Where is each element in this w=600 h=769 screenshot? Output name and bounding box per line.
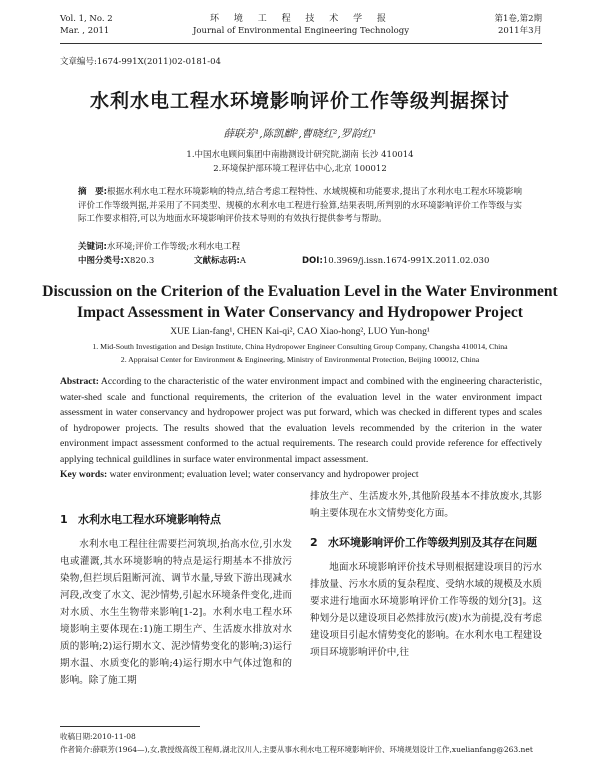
keywords-en-label: Key words:	[60, 469, 108, 480]
author-info: 作者简介:薛联芳(1964—),女,教授级高级工程师,湖北汉川人,主要从事水利水电工程环境影响评价、环境规划设计工作,xuelianfang@263.net	[60, 745, 533, 754]
abstract-cn	[78, 186, 522, 227]
footnote-divider	[60, 726, 200, 727]
abstract-cn-label: 摘 要:	[78, 187, 107, 197]
title-en: Discussion on the Criterion of the Evaluation Level in the Water Environment Impact Assessment in Water Conservancy and Hydropower Project	[42, 283, 558, 321]
keywords-cn-text: 水环境;评价工作等级;水利水电工程	[106, 242, 241, 252]
doc-code-value: A	[239, 256, 247, 266]
keywords-cn-label: 关键词:	[78, 242, 107, 252]
abstract-en-label: Abstract:	[60, 376, 99, 387]
volume-cn: 第1卷,第2期	[494, 14, 542, 24]
affiliation-en-1: 1. Mid-South Investigation and Design Institute, China Hydropower Engineer Consulting Group Company, Changsha 410014, China	[92, 342, 508, 351]
title-cn: 水利水电工程水环境影响评价工作等级判据探讨	[89, 90, 510, 112]
authors-cn: 薛联芳¹,陈凯麒²,曹晓红²,罗韵红¹	[223, 128, 377, 140]
header-divider	[60, 43, 542, 44]
clc-label: 中图分类号:	[78, 256, 124, 266]
section-2-heading	[310, 534, 542, 551]
volume-en: Vol. 1, No. 2	[60, 14, 113, 24]
doi-label: DOI:	[302, 256, 323, 266]
section-2-number: 2	[310, 536, 318, 549]
section-1-title: 水利水电工程水环境影响特点	[78, 513, 221, 526]
section-1-paragraph: 水利水电工程往往需要拦河筑坝,抬高水位,引水发电或灌溉,其水环境影响的特点是运行期基本不排放污染物,但拦坝后阻断河流、调节水量,导致下游出现减水河段,改变了水文、泥沙情势,引起水环境条件变化,进而对水质、水生生物带来影响[1-2]。水利水电工程水环境影响主要体现在:1)施工期生产、生活废水排放对水质的影响;2)运行期水文、泥沙情势变化的影响;3)运行期水温、水质变化的影响;4)运行期水中气体过饱和的影响。除了施工期	[60, 539, 292, 686]
affiliation-cn-1: 1.中国水电顾问集团中南勘测设计研究院,湖南 长沙 410014	[186, 150, 414, 160]
section-1-number: 1	[60, 513, 68, 526]
article-number: 文章编号:1674-991X(2011)02-0181-04	[60, 57, 221, 67]
right-column	[310, 488, 542, 661]
keywords-en-text: water environment; evaluation level; water conservancy and hydropower project	[109, 469, 419, 480]
date-cn: 2011年3月	[497, 26, 542, 36]
clc-value: X820.3	[123, 256, 155, 266]
doi-value: 10.3969/j.issn.1674-991X.2011.02.030	[322, 256, 490, 266]
section-1-heading	[60, 511, 292, 528]
abstract-en-text: According to the characteristic of the water environment impact and combined with the engineering characteristic, water-shed scale and functional requirements, the criterion of the evaluation level in the water environment impact assessment in water conservancy and hydropower project was put forward, which was checked in different types and scales of hydropower projects. The results showed that the evaluation levels recommended by the criterion in the water environment impact assessment conformed to the actual requirements. The research could provide reference for effectively applying technical guildlines in surface water environmental impact assessment.	[60, 376, 542, 465]
affiliation-en-2: 2. Appraisal Center for Environment & Engineering, Ministry of Environmental Protection, Beijing 100012, China	[120, 355, 480, 364]
keywords-cn	[78, 240, 522, 252]
abstract-en	[60, 374, 542, 483]
section-2-paragraph: 地面水环境影响评价技术导则根据建设项目的污水排放量、污水水质的复杂程度、受纳水域的规模及水质要求进行地面水环境影响评价工作等级的划分[3]。这种划分是以建设项目必然排放污(废)水为前提,没有考虑建设项目引起水情势变化的影响。在水利水电工程建设项目环境影响评价中,往	[310, 562, 542, 658]
doc-code-label: 文献标志码:	[194, 256, 240, 266]
left-column	[60, 503, 292, 689]
header-right	[494, 13, 542, 37]
journal-name-cn: 环 境 工 程 技 术 学 报	[209, 14, 393, 24]
header-center	[60, 13, 542, 37]
date-en: Mar. , 2011	[60, 26, 110, 36]
abstract-en-paragraph	[60, 374, 542, 467]
section-1-continuation: 排放生产、生活废水外,其他阶段基本不排放废水,其影响主要体现在水文情势变化方面。	[310, 491, 542, 519]
affiliation-cn-2: 2.环境保护部环境工程评估中心,北京 100012	[213, 164, 387, 174]
classification-row	[78, 254, 540, 266]
authors-en: XUE Lian-fang¹, CHEN Kai-qi², CAO Xiao-hong², LUO Yun-hong¹	[170, 327, 430, 337]
keywords-en	[60, 467, 542, 483]
received-date: 收稿日期:2010-11-08	[60, 732, 136, 741]
abstract-cn-text: 根据水利水电工程水环境影响的特点,结合考虑工程特性、水域规模和功能要求,提出了水利水电工程水环境影响评价工作等级判据,并采用了不同类型、规模的水利水电工程进行验算,结果表明,所判别的水环境影响评价工作等级与实际工作要求相符,可以为地面水环境影响评价技术导则的有效执行提供参考与帮助。	[78, 187, 522, 224]
running-header	[60, 13, 542, 43]
journal-name-en: Journal of Environmental Engineering Technology	[192, 26, 410, 36]
section-2-title: 水环境影响评价工作等级判别及其存在问题	[328, 536, 537, 549]
